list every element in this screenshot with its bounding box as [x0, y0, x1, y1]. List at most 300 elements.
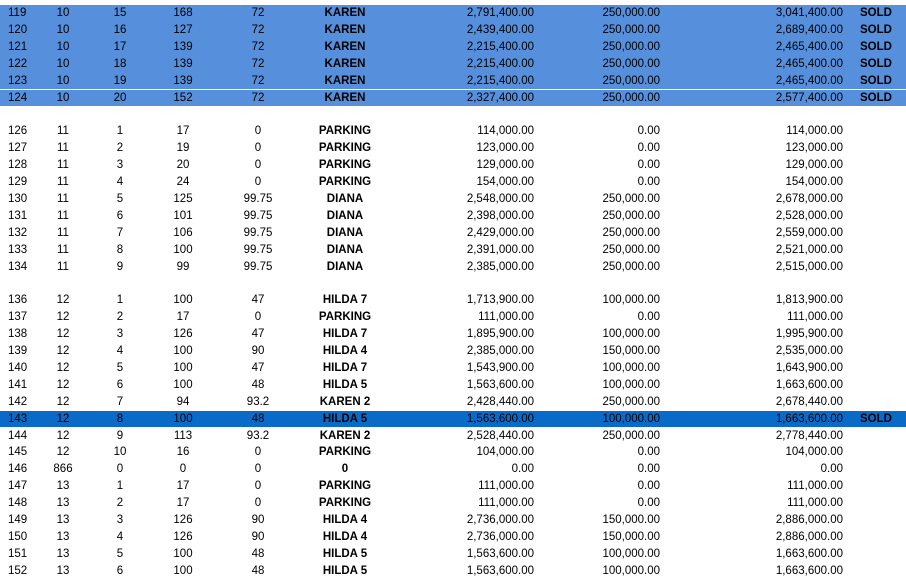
cell-row-number[interactable]: 139 [8, 345, 28, 357]
cell-price[interactable]: 111,000.00 [478, 311, 534, 324]
cell-total[interactable]: 1,663,600.00 [775, 564, 843, 577]
cell-unit-type[interactable]: KAREN [324, 23, 366, 36]
cell-total[interactable]: 2,678,440.00 [775, 395, 843, 408]
cell-status[interactable]: SOLD [860, 74, 892, 87]
cell-unit[interactable]: 10 [113, 446, 127, 459]
cell-row-number[interactable]: 150 [8, 530, 28, 543]
cell-unit[interactable]: 15 [113, 7, 127, 19]
cell-area[interactable]: 100 [173, 345, 193, 357]
table-row[interactable] [0, 478, 906, 495]
cell-parking-price[interactable]: 100,000.00 [602, 564, 660, 577]
cell-price[interactable]: 111,000.00 [478, 497, 534, 510]
cell-area-2[interactable]: 99.75 [243, 192, 273, 205]
cell-area-2[interactable]: 47 [251, 328, 265, 341]
cell-status[interactable] [856, 377, 896, 394]
cell-area[interactable]: 0 [179, 463, 187, 476]
cell-price[interactable]: 2,428,440.00 [466, 395, 534, 408]
cell-area-2[interactable]: 0 [254, 176, 262, 188]
cell-status[interactable] [856, 174, 896, 191]
cell-area-2[interactable]: 0 [254, 463, 262, 476]
cell-row-number[interactable]: 134 [8, 260, 28, 273]
cell-row-number[interactable]: 119 [8, 7, 27, 19]
table-row[interactable] [0, 157, 906, 174]
cell-floor[interactable]: 10 [56, 40, 70, 53]
cell-price[interactable]: 2,791,400.00 [466, 7, 534, 19]
table-row[interactable] [0, 444, 906, 461]
cell-area-2[interactable]: 72 [251, 7, 265, 19]
cell-floor[interactable]: 11 [57, 260, 69, 273]
table-row[interactable] [0, 242, 906, 259]
cell-unit[interactable]: 6 [116, 209, 124, 222]
cell-unit[interactable]: 7 [116, 226, 124, 239]
cell-status[interactable] [856, 343, 896, 360]
cell-floor[interactable]: 13 [56, 497, 70, 510]
cell-floor[interactable]: 11 [57, 125, 69, 138]
cell-price[interactable]: 154,000.00 [476, 176, 534, 188]
cell-parking-price[interactable]: 0.00 [637, 463, 660, 476]
cell-floor[interactable]: 13 [56, 530, 70, 543]
cell-unit-type[interactable]: HILDA 7 [322, 361, 368, 374]
cell-parking-price[interactable]: 0.00 [637, 497, 660, 510]
cell-row-number[interactable]: 133 [8, 243, 28, 256]
cell-unit[interactable]: 2 [116, 497, 124, 510]
cell-unit-type[interactable]: KAREN [324, 7, 366, 19]
cell-area-2[interactable]: 72 [251, 40, 265, 53]
cell-unit-type[interactable]: HILDA 5 [322, 378, 368, 391]
cell-status[interactable] [856, 309, 896, 326]
cell-parking-price[interactable]: 250,000.00 [602, 7, 660, 19]
cell-unit[interactable]: 5 [116, 192, 124, 205]
cell-total[interactable]: 1,663,600.00 [775, 412, 843, 425]
cell-status[interactable]: SOLD [860, 40, 892, 53]
cell-area-2[interactable]: 72 [251, 57, 265, 70]
cell-row-number[interactable]: 146 [8, 463, 28, 476]
cell-area-2[interactable]: 0 [254, 446, 262, 459]
cell-floor[interactable]: 12 [56, 328, 70, 341]
cell-status[interactable] [856, 394, 896, 411]
cell-total[interactable]: 2,465,400.00 [775, 40, 843, 53]
cell-parking-price[interactable]: 250,000.00 [602, 260, 660, 273]
cell-unit[interactable]: 7 [116, 395, 124, 408]
cell-status[interactable] [856, 225, 896, 242]
cell-area-2[interactable]: 0 [254, 480, 262, 493]
cell-area-2[interactable]: 72 [251, 91, 265, 104]
table-row[interactable] [0, 208, 906, 225]
cell-floor[interactable]: 12 [56, 412, 70, 425]
cell-area[interactable]: 139 [173, 57, 193, 70]
cell-parking-price[interactable]: 150,000.00 [602, 514, 660, 526]
cell-parking-price[interactable]: 100,000.00 [602, 328, 660, 341]
cell-parking-price[interactable]: 250,000.00 [602, 74, 660, 87]
cell-area-2[interactable]: 72 [251, 74, 265, 87]
cell-unit[interactable]: 5 [116, 361, 124, 374]
cell-unit[interactable]: 4 [116, 530, 124, 543]
cell-area-2[interactable]: 0 [254, 311, 262, 324]
cell-price[interactable]: 104,000.00 [476, 446, 534, 459]
table-row[interactable] [0, 360, 906, 377]
cell-unit-type[interactable]: PARKING [318, 125, 372, 138]
cell-floor[interactable]: 13 [56, 514, 70, 526]
cell-unit-type[interactable]: PARKING [318, 480, 372, 493]
cell-floor[interactable]: 12 [56, 395, 70, 408]
cell-unit-type[interactable]: KAREN [324, 40, 366, 53]
cell-parking-price[interactable]: 0.00 [637, 311, 660, 324]
cell-area[interactable]: 100 [173, 243, 193, 256]
cell-row-number[interactable]: 136 [8, 294, 28, 307]
cell-unit-type[interactable]: DIANA [326, 209, 364, 222]
cell-total[interactable]: 1,663,600.00 [775, 547, 843, 560]
cell-unit-type[interactable]: HILDA 7 [322, 294, 368, 307]
cell-unit-type[interactable]: PARKING [318, 311, 372, 324]
cell-price[interactable]: 129,000.00 [476, 159, 534, 172]
cell-total[interactable]: 2,886,000.00 [775, 530, 843, 543]
cell-floor[interactable]: 12 [56, 294, 70, 307]
cell-row-number[interactable]: 132 [8, 226, 28, 239]
cell-price[interactable]: 114,000.00 [477, 125, 534, 138]
table-row[interactable] [0, 90, 906, 107]
cell-parking-price[interactable]: 250,000.00 [602, 57, 660, 70]
cell-parking-price[interactable]: 250,000.00 [602, 91, 660, 104]
cell-parking-price[interactable]: 100,000.00 [602, 547, 660, 560]
cell-parking-price[interactable]: 250,000.00 [602, 209, 660, 222]
cell-floor[interactable]: 10 [56, 23, 70, 36]
cell-status[interactable] [856, 208, 896, 225]
cell-total[interactable]: 2,521,000.00 [775, 243, 843, 256]
cell-price[interactable]: 2,215,400.00 [466, 57, 534, 70]
cell-price[interactable]: 2,385,000.00 [466, 260, 534, 273]
cell-floor[interactable]: 11 [57, 176, 69, 188]
cell-parking-price[interactable]: 250,000.00 [602, 40, 660, 53]
cell-area[interactable]: 100 [173, 564, 193, 577]
cell-unit[interactable]: 9 [116, 260, 124, 273]
cell-area-2[interactable]: 0 [254, 125, 262, 138]
cell-row-number[interactable]: 152 [8, 564, 28, 577]
cell-status[interactable] [856, 428, 896, 445]
table-row[interactable] [0, 411, 906, 428]
cell-status[interactable] [856, 478, 896, 495]
cell-area-2[interactable]: 93.2 [246, 395, 270, 408]
cell-parking-price[interactable]: 100,000.00 [602, 378, 660, 391]
cell-row-number[interactable]: 151 [8, 547, 28, 560]
table-row[interactable] [0, 546, 906, 563]
cell-area-2[interactable]: 99.75 [243, 226, 273, 239]
cell-row-number[interactable]: 128 [8, 159, 28, 172]
cell-total[interactable]: 0.00 [820, 463, 843, 476]
cell-area[interactable]: 113 [173, 429, 193, 442]
cell-unit[interactable]: 4 [116, 345, 124, 357]
cell-row-number[interactable]: 144 [8, 429, 28, 442]
cell-total[interactable]: 2,559,000.00 [775, 226, 843, 239]
cell-parking-price[interactable]: 250,000.00 [602, 429, 660, 442]
cell-row-number[interactable]: 126 [8, 125, 28, 138]
cell-total[interactable]: 2,528,000.00 [775, 209, 843, 222]
cell-unit[interactable]: 20 [113, 91, 127, 104]
cell-area[interactable]: 17 [176, 480, 190, 493]
cell-price[interactable]: 111,000.00 [478, 480, 534, 493]
cell-area[interactable]: 125 [173, 192, 193, 205]
cell-status[interactable] [856, 495, 896, 512]
cell-status[interactable] [856, 512, 896, 529]
table-row[interactable] [0, 5, 906, 22]
cell-unit-type[interactable]: HILDA 5 [322, 547, 368, 560]
cell-total[interactable]: 3,041,400.00 [775, 7, 843, 19]
cell-area-2[interactable]: 47 [251, 294, 265, 307]
cell-row-number[interactable]: 143 [8, 412, 28, 425]
cell-price[interactable]: 1,563,600.00 [466, 378, 534, 391]
cell-row-number[interactable]: 147 [8, 480, 28, 493]
cell-row-number[interactable]: 120 [8, 23, 28, 36]
cell-price[interactable]: 2,429,000.00 [466, 226, 534, 239]
cell-unit-type[interactable]: HILDA 5 [322, 412, 368, 425]
cell-unit-type[interactable]: KAREN [324, 91, 366, 104]
cell-parking-price[interactable]: 100,000.00 [602, 294, 660, 307]
cell-price[interactable]: 1,543,900.00 [466, 361, 534, 374]
cell-total[interactable]: 2,465,400.00 [775, 74, 843, 87]
cell-total[interactable]: 1,643,900.00 [775, 361, 843, 374]
table-row[interactable] [0, 292, 906, 309]
cell-price[interactable]: 2,439,400.00 [466, 23, 534, 36]
cell-area-2[interactable]: 48 [251, 412, 265, 425]
cell-total[interactable]: 2,886,000.00 [775, 514, 843, 526]
cell-unit-type[interactable]: DIANA [326, 192, 364, 205]
cell-price[interactable]: 2,327,400.00 [466, 91, 534, 104]
cell-area[interactable]: 127 [173, 23, 193, 36]
cell-parking-price[interactable]: 0.00 [637, 176, 660, 188]
cell-row-number[interactable]: 129 [8, 176, 28, 188]
cell-parking-price[interactable]: 150,000.00 [602, 530, 660, 543]
cell-area[interactable]: 100 [173, 294, 193, 307]
cell-status[interactable] [856, 292, 896, 309]
cell-area[interactable]: 100 [173, 378, 193, 391]
cell-row-number[interactable]: 137 [8, 311, 28, 324]
table-row[interactable] [0, 39, 906, 56]
cell-floor[interactable]: 10 [56, 74, 70, 87]
cell-area-2[interactable]: 99.75 [243, 209, 273, 222]
cell-total[interactable]: 2,465,400.00 [775, 57, 843, 70]
cell-status[interactable]: SOLD [860, 91, 892, 104]
cell-price[interactable]: 2,215,400.00 [466, 40, 534, 53]
table-row[interactable] [0, 225, 906, 242]
cell-unit[interactable]: 8 [116, 412, 124, 425]
cell-floor[interactable]: 13 [56, 547, 70, 560]
cell-parking-price[interactable]: 250,000.00 [602, 23, 660, 36]
cell-row-number[interactable]: 145 [8, 446, 28, 459]
cell-parking-price[interactable]: 0.00 [637, 125, 660, 138]
cell-status[interactable]: SOLD [860, 412, 892, 425]
cell-floor[interactable]: 11 [57, 159, 69, 172]
cell-unit-type[interactable]: KAREN 2 [319, 395, 371, 408]
cell-unit-type[interactable]: DIANA [326, 243, 364, 256]
cell-unit[interactable]: 3 [116, 159, 124, 172]
cell-area-2[interactable]: 48 [251, 547, 265, 560]
table-row[interactable] [0, 140, 906, 157]
cell-row-number[interactable]: 141 [8, 378, 28, 391]
cell-unit-type[interactable]: DIANA [326, 226, 364, 239]
cell-area[interactable]: 101 [173, 209, 193, 222]
cell-unit[interactable]: 18 [113, 57, 127, 70]
table-row[interactable] [0, 495, 906, 512]
cell-unit-type[interactable]: PARKING [318, 176, 372, 188]
cell-row-number[interactable]: 142 [8, 395, 28, 408]
cell-unit[interactable]: 1 [116, 294, 124, 307]
cell-status[interactable] [856, 546, 896, 563]
cell-price[interactable]: 1,895,900.00 [466, 328, 534, 341]
cell-unit-type[interactable]: KAREN [324, 57, 366, 70]
cell-total[interactable]: 114,000.00 [786, 125, 843, 138]
cell-area[interactable]: 94 [176, 395, 190, 408]
cell-status[interactable] [856, 360, 896, 377]
cell-area[interactable]: 19 [176, 142, 190, 155]
cell-status[interactable]: SOLD [860, 23, 892, 36]
cell-area[interactable]: 17 [176, 311, 190, 324]
cell-area-2[interactable]: 93.2 [246, 429, 270, 442]
table-row[interactable] [0, 22, 906, 39]
cell-status[interactable]: SOLD [860, 7, 892, 19]
cell-unit-type[interactable]: KAREN 2 [319, 429, 371, 442]
table-row[interactable] [0, 259, 906, 276]
cell-area-2[interactable]: 47 [251, 361, 265, 374]
cell-status[interactable] [856, 157, 896, 174]
cell-total[interactable]: 2,577,400.00 [775, 91, 843, 104]
table-row[interactable] [0, 529, 906, 546]
cell-row-number[interactable]: 122 [8, 57, 28, 70]
cell-unit-type[interactable]: HILDA 7 [322, 328, 368, 341]
cell-floor[interactable]: 866 [53, 463, 73, 476]
cell-unit[interactable]: 16 [113, 23, 127, 36]
cell-area-2[interactable]: 90 [251, 514, 265, 526]
cell-area[interactable]: 168 [173, 7, 193, 19]
table-row[interactable] [0, 326, 906, 343]
cell-status[interactable] [856, 326, 896, 343]
cell-unit[interactable]: 3 [116, 328, 124, 341]
cell-unit-type[interactable]: PARKING [318, 446, 372, 459]
cell-area[interactable]: 139 [173, 40, 193, 53]
cell-unit[interactable]: 19 [113, 74, 127, 87]
cell-area-2[interactable]: 0 [254, 142, 262, 155]
cell-unit[interactable]: 5 [116, 547, 124, 560]
cell-floor[interactable]: 12 [56, 311, 70, 324]
cell-status[interactable] [856, 461, 896, 478]
cell-floor[interactable]: 12 [56, 446, 70, 459]
cell-area[interactable]: 24 [176, 176, 190, 188]
cell-price[interactable]: 2,398,000.00 [466, 209, 534, 222]
cell-total[interactable]: 2,778,440.00 [775, 429, 843, 442]
cell-area[interactable]: 126 [173, 328, 193, 341]
cell-status[interactable] [856, 191, 896, 208]
cell-floor[interactable]: 11 [57, 243, 69, 256]
cell-floor[interactable]: 13 [56, 480, 70, 493]
table-row[interactable] [0, 377, 906, 394]
cell-total[interactable]: 1,813,900.00 [775, 294, 843, 307]
cell-area-2[interactable]: 99.75 [243, 260, 273, 273]
cell-row-number[interactable]: 148 [8, 497, 28, 510]
cell-parking-price[interactable]: 0.00 [637, 142, 660, 155]
cell-row-number[interactable]: 131 [8, 209, 28, 222]
cell-row-number[interactable]: 127 [8, 142, 28, 155]
cell-status[interactable] [856, 259, 896, 276]
cell-unit[interactable]: 2 [116, 142, 124, 155]
cell-total[interactable]: 2,515,000.00 [775, 260, 843, 273]
cell-price[interactable]: 2,528,440.00 [466, 429, 534, 442]
cell-unit[interactable]: 1 [116, 125, 124, 138]
cell-parking-price[interactable]: 250,000.00 [602, 192, 660, 205]
cell-floor[interactable]: 10 [56, 91, 70, 104]
table-row[interactable] [0, 343, 906, 360]
cell-row-number[interactable]: 124 [8, 91, 28, 104]
cell-floor[interactable]: 10 [56, 57, 70, 70]
table-row[interactable] [0, 191, 906, 208]
cell-parking-price[interactable]: 100,000.00 [602, 361, 660, 374]
cell-area[interactable]: 17 [176, 125, 190, 138]
cell-total[interactable]: 129,000.00 [785, 159, 843, 172]
cell-area[interactable]: 20 [176, 159, 190, 172]
cell-total[interactable]: 123,000.00 [785, 142, 843, 155]
cell-row-number[interactable]: 121 [8, 40, 28, 53]
cell-status[interactable] [856, 444, 896, 461]
cell-area-2[interactable]: 48 [251, 564, 265, 577]
cell-floor[interactable]: 11 [57, 192, 69, 205]
cell-parking-price[interactable]: 250,000.00 [602, 243, 660, 256]
cell-price[interactable]: 2,385,000.00 [466, 345, 534, 357]
table-row[interactable] [0, 309, 906, 326]
cell-row-number[interactable]: 130 [8, 192, 28, 205]
cell-area-2[interactable]: 72 [251, 23, 265, 36]
cell-unit[interactable]: 6 [116, 378, 124, 391]
table-row[interactable] [0, 563, 906, 580]
cell-status[interactable] [856, 140, 896, 157]
cell-area[interactable]: 99 [176, 260, 190, 273]
cell-area-2[interactable]: 90 [251, 345, 265, 357]
cell-unit[interactable]: 2 [116, 311, 124, 324]
cell-area[interactable]: 106 [173, 226, 193, 239]
cell-price[interactable]: 1,713,900.00 [466, 294, 534, 307]
cell-unit[interactable]: 1 [116, 480, 124, 493]
cell-total[interactable]: 1,663,600.00 [775, 378, 843, 391]
cell-unit[interactable]: 6 [116, 564, 124, 577]
cell-parking-price[interactable]: 0.00 [637, 446, 660, 459]
cell-total[interactable]: 111,000.00 [787, 497, 843, 510]
cell-parking-price[interactable]: 0.00 [637, 159, 660, 172]
cell-total[interactable]: 2,678,000.00 [775, 192, 843, 205]
cell-price[interactable]: 2,736,000.00 [466, 530, 534, 543]
cell-area[interactable]: 126 [173, 514, 193, 526]
table-row[interactable] [0, 512, 906, 529]
cell-area-2[interactable]: 0 [254, 497, 262, 510]
table-row[interactable] [0, 428, 906, 445]
cell-unit[interactable]: 0 [116, 463, 124, 476]
cell-status[interactable] [856, 529, 896, 546]
cell-unit-type[interactable]: PARKING [318, 497, 372, 510]
cell-area[interactable]: 17 [176, 497, 190, 510]
cell-area[interactable]: 100 [173, 547, 193, 560]
cell-floor[interactable]: 11 [57, 142, 69, 155]
cell-price[interactable]: 0.00 [511, 463, 534, 476]
cell-total[interactable]: 1,995,900.00 [775, 328, 843, 341]
cell-status[interactable]: SOLD [860, 57, 892, 70]
cell-unit-type[interactable]: PARKING [318, 159, 372, 172]
table-row[interactable] [0, 461, 906, 478]
cell-unit-type[interactable]: PARKING [318, 142, 372, 155]
cell-floor[interactable]: 13 [56, 564, 70, 577]
cell-floor[interactable]: 12 [56, 429, 70, 442]
cell-row-number[interactable]: 138 [8, 328, 28, 341]
cell-floor[interactable]: 12 [56, 361, 70, 374]
cell-unit-type[interactable]: HILDA 4 [322, 514, 368, 526]
cell-row-number[interactable]: 123 [8, 74, 28, 87]
cell-area[interactable]: 139 [173, 74, 193, 87]
cell-area-2[interactable]: 48 [251, 378, 265, 391]
cell-total[interactable]: 2,535,000.00 [775, 345, 843, 357]
